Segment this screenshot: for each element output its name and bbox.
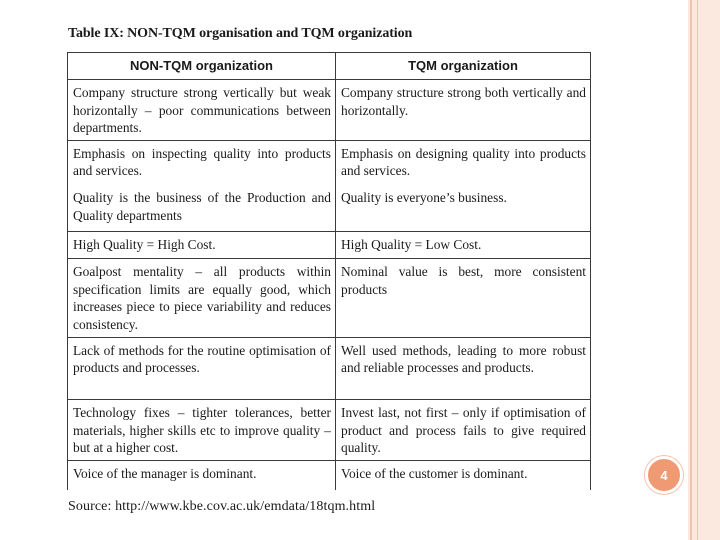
table-title: Table IX: NON-TQM organisation and TQM organization [68,26,413,41]
table-cell: Goalpost mentality – all products within specification limits are equally good, which increases piece to piece variability and reduces consistency. [68,259,336,338]
table-cell: Company structure strong vertically but weak horizontally – poor communications between departments. [68,80,336,141]
table-cell: High Quality = High Cost. [68,232,336,259]
table-row [68,140,591,183]
page-number-badge: 4 [645,456,683,494]
table-cell: Voice of the manager is dominant. [68,461,336,490]
table-cell: Well used methods, leading to more robust and reliable processes and products. [336,337,591,399]
table-cell: Quality is everyone’s business. [336,183,591,231]
side-decoration-band [688,0,720,540]
table-row [68,232,591,259]
table-row [68,183,591,231]
table-cell: Technology fixes – tighter tolerances, better materials, higher skills etc to improve quality – but at a higher cost. [68,400,336,461]
table-cell: High Quality = Low Cost. [336,232,591,259]
table-cell: Emphasis on designing quality into products and services. [336,140,591,183]
comparison-table [67,52,591,490]
header-non-tqm: NON-TQM organization [68,53,336,80]
table-cell: Company structure strong both vertically and horizontally. [336,80,591,141]
table-cell: Quality is the business of the Production and Quality departments [68,183,336,231]
side-decoration-line [690,0,692,540]
table-row [68,259,591,338]
table-row [68,337,591,399]
table-cell: Nominal value is best, more consistent products [336,259,591,338]
table-cell: Emphasis on inspecting quality into products and services. [68,140,336,183]
table-row [68,461,591,490]
table-cell: Invest last, not first – only if optimisation of product and process fails to give required quality. [336,400,591,461]
table-row [68,400,591,461]
table-row [68,80,591,141]
header-tqm: TQM organization [336,53,591,80]
table-cell: Lack of methods for the routine optimisation of products and processes. [68,337,336,399]
source-citation: Source: http://www.kbe.cov.ac.uk/emdata/18tqm.html [68,499,376,514]
side-decoration-line-inner [697,0,698,540]
table-header-row [68,53,591,80]
table-cell: Voice of the customer is dominant. [336,461,591,490]
